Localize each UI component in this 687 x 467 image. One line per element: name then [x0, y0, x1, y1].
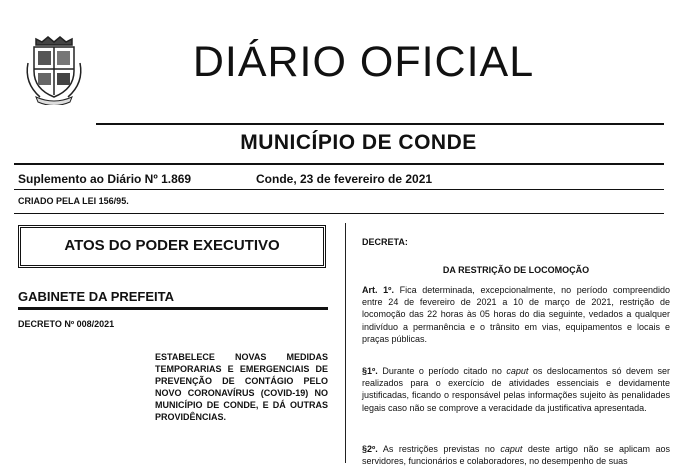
paragraph-2-text-b: deste artigo não se aplicam aos servidores, funcionários e colaboradores, no desempenho de suas — [362, 444, 671, 467]
gazette-title: DIÁRIO OFICIAL — [192, 38, 535, 86]
office-underline — [18, 307, 328, 310]
decreta-label: DECRETA: — [362, 237, 408, 247]
office-title: GABINETE DA PREFEITA — [18, 289, 175, 304]
body-divider — [14, 213, 664, 214]
municipality-title: MUNICÍPIO DE CONDE — [240, 131, 477, 154]
section-title: ATOS DO PODER EXECUTIVO — [64, 237, 280, 254]
article-1 — [362, 284, 670, 345]
issue-date: Conde, 23 de fevereiro de 2021 — [256, 172, 433, 186]
article-1-text: Fica determinada, excepcionalmente, no período compreendido entre 24 de fevereiro de 2021 a 10 de março de 2021, restrição de locomoção das 22 horas às 05 horas do dia seguinte, vedados a qualquer indivíduo a permanência e o trânsito em vias, equipamentos e locais e praças públicas. — [362, 285, 671, 344]
paragraph-2-label: §2º. — [362, 444, 378, 454]
decree-number: DECRETO Nº 008/2021 — [18, 319, 115, 329]
paragraph-1-text-a: Durante o período citado no — [377, 366, 507, 376]
decree-summary: ESTABELECE NOVAS MEDIDAS TEMPORARIAS E EMERGENCIAIS DE PREVENÇÃO DE CONTÁGIO PELO NOVO CORONAVÍRUS (COVID-19) NO MUNICÍPIO DE CONDE, E DÁ OUTRAS PROVIDÊNCIAS. — [155, 352, 328, 422]
section-heading: DA RESTRIÇÃO DE LOCOMOÇÃO — [442, 265, 590, 275]
paragraph-2-text-a: As restrições previstas no — [377, 444, 501, 454]
paragraph-1-text-b: os deslocamentos só devem ser realizados para o exercício de atividades essenciais e devidamente justificadas, ficando o responsável pelas informações sujeito às penalidades legais caso não se comprove a veracidade da justificativa apresentada. — [362, 366, 670, 413]
header-divider — [96, 123, 664, 125]
meta-divider — [14, 189, 664, 190]
paragraph-1-label: §1º. — [362, 366, 378, 376]
subtitle-divider — [14, 163, 664, 165]
paragraph-1 — [362, 365, 670, 414]
column-divider — [345, 223, 346, 463]
paragraph-2-caput: caput — [500, 444, 523, 454]
paragraph-1-caput: caput — [506, 366, 529, 376]
creation-law: CRIADO PELA LEI 156/95. — [18, 196, 129, 206]
paragraph-2 — [362, 443, 670, 467]
supplement-number: Suplemento ao Diário Nº 1.869 — [18, 172, 192, 186]
section-box — [18, 225, 326, 268]
article-1-label: Art. 1º. — [362, 285, 394, 295]
